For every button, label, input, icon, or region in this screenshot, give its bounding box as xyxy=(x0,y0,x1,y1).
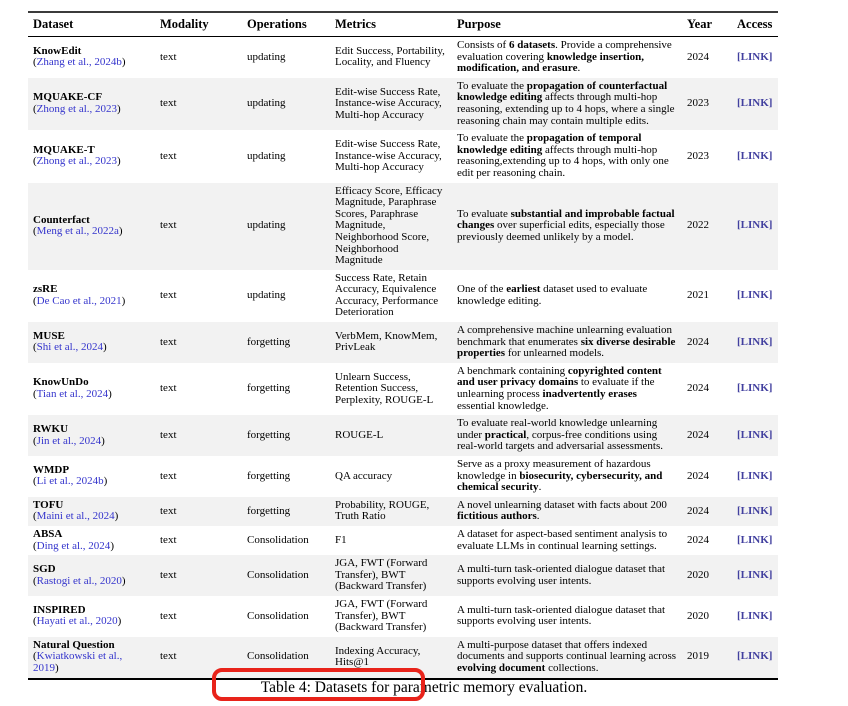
dataset-cell xyxy=(28,322,155,363)
metrics-cell: QA accuracy xyxy=(335,469,393,482)
dataset-cell xyxy=(28,415,155,456)
modality-cell: text xyxy=(160,50,177,63)
dataset-name: TOFU xyxy=(33,498,64,511)
dataset-citation-link[interactable]: Jin et al., 2024 xyxy=(36,434,102,447)
modality-cell: text xyxy=(160,219,177,232)
dataset-name: KnowEdit xyxy=(33,44,82,57)
operations-cell: forgetting xyxy=(247,335,291,348)
table-body xyxy=(28,37,778,679)
dataset-citation: (De Cao et al., 2021) xyxy=(33,294,126,307)
operations-cell: Consolidation xyxy=(247,568,309,581)
table-row xyxy=(28,415,778,456)
year-cell: 2024 xyxy=(687,335,709,348)
modality-cell: text xyxy=(160,289,177,302)
dataset-name: Counterfact xyxy=(33,213,90,226)
access-cell xyxy=(732,555,778,596)
modality-cell: text xyxy=(160,469,177,482)
column-header: Operations xyxy=(242,12,330,37)
dataset-citation-link[interactable]: Meng et al., 2022a xyxy=(36,225,119,238)
operations-cell: Consolidation xyxy=(247,650,309,663)
dataset-citation: (Li et al., 2024b) xyxy=(33,475,108,488)
metrics-cell: Success Rate, Retain Accuracy, Equivalence Accuracy, Performance Deterioration xyxy=(335,271,439,319)
column-header: Dataset xyxy=(28,12,155,37)
dataset-citation: (Jin et al., 2024) xyxy=(33,434,105,447)
table-row xyxy=(28,596,778,637)
dataset-citation: (Zhong et al., 2023) xyxy=(33,155,121,168)
table-row xyxy=(28,78,778,130)
table-row xyxy=(28,270,778,322)
dataset-cell xyxy=(28,78,155,130)
dataset-citation-link[interactable]: Kwiatkowski et al., 2019 xyxy=(33,650,123,674)
access-link[interactable]: [LINK] xyxy=(737,335,773,348)
dataset-cell xyxy=(28,637,155,679)
column-header: Year xyxy=(682,12,732,37)
metrics-cell: Unlearn Success, Retention Success, Perplexity, ROUGE-L xyxy=(335,370,434,406)
dataset-cell xyxy=(28,130,155,182)
metrics-cell: Probability, ROUGE, Truth Ratio xyxy=(335,498,430,523)
purpose-cell: One of the earliest dataset used to evaluate knowledge editing. xyxy=(457,283,648,307)
operations-cell: Consolidation xyxy=(247,533,309,546)
year-cell: 2024 xyxy=(687,504,709,517)
dataset-citation-link[interactable]: Tian et al., 2024 xyxy=(36,388,109,401)
modality-cell: text xyxy=(160,428,177,441)
year-cell: 2024 xyxy=(687,469,709,482)
metrics-cell: JGA, FWT (Forward Transfer), BWT (Backward Transfer) xyxy=(335,557,428,593)
operations-cell: forgetting xyxy=(247,382,291,395)
column-header: Metrics xyxy=(330,12,452,37)
access-cell xyxy=(732,497,778,526)
dataset-name: MUSE xyxy=(33,329,65,342)
table-row xyxy=(28,130,778,182)
dataset-citation: (Zhang et al., 2024b) xyxy=(33,56,126,69)
access-cell xyxy=(732,456,778,497)
year-cell: 2021 xyxy=(687,289,709,302)
access-link[interactable]: [LINK] xyxy=(737,382,773,395)
operations-cell: forgetting xyxy=(247,428,291,441)
metrics-cell: ROUGE-L xyxy=(335,428,384,441)
dataset-name: KnowUnDo xyxy=(33,376,89,389)
access-cell xyxy=(732,130,778,182)
access-link[interactable]: [LINK] xyxy=(737,568,773,581)
year-cell: 2024 xyxy=(687,382,709,395)
year-cell: 2023 xyxy=(687,97,709,110)
access-cell xyxy=(732,363,778,415)
modality-cell: text xyxy=(160,568,177,581)
operations-cell: forgetting xyxy=(247,504,291,517)
year-cell: 2020 xyxy=(687,609,709,622)
access-cell xyxy=(732,183,778,270)
dataset-citation-link[interactable]: Ding et al., 2024 xyxy=(36,539,111,552)
year-cell: 2022 xyxy=(687,219,709,232)
dataset-cell xyxy=(28,363,155,415)
dataset-cell xyxy=(28,183,155,270)
dataset-name: MQUAKE-T xyxy=(33,143,95,156)
dataset-citation-link[interactable]: Zhong et al., 2023 xyxy=(36,102,118,115)
access-link[interactable]: [LINK] xyxy=(737,428,773,441)
dataset-cell xyxy=(28,555,155,596)
modality-cell: text xyxy=(160,149,177,162)
purpose-cell: A multi-purpose dataset that offers indexed documents and supports continual learning across evolving document collections. xyxy=(457,638,677,674)
dataset-name: ABSA xyxy=(33,527,63,540)
purpose-cell: A comprehensive machine unlearning evaluation benchmark that enumerates six diverse desirable properties for unlearned models. xyxy=(457,324,676,360)
table-caption: Table 4: Datasets for parametric memory evaluation. xyxy=(260,679,588,696)
metrics-cell: F1 xyxy=(335,533,347,546)
dataset-name: RWKU xyxy=(33,423,69,436)
dataset-cell xyxy=(28,37,155,78)
dataset-cell xyxy=(28,596,155,637)
dataset-name: SGD xyxy=(33,562,56,575)
dataset-citation-link[interactable]: Hayati et al., 2020 xyxy=(36,615,118,628)
purpose-cell: To evaluate the propagation of counterfactual knowledge editing affects through multi-hop reasoning, extending up to 4 hops, where a single reasoning chain may contain multiple edits. xyxy=(457,79,675,127)
access-cell xyxy=(732,270,778,322)
dataset-citation-link[interactable]: De Cao et al., 2021 xyxy=(36,294,122,307)
access-cell xyxy=(732,322,778,363)
modality-cell: text xyxy=(160,335,177,348)
metrics-cell: Indexing Accuracy, Hits@1 xyxy=(335,644,421,669)
access-link[interactable]: [LINK] xyxy=(737,609,773,622)
access-cell xyxy=(732,526,778,555)
table-row xyxy=(28,363,778,415)
table-row xyxy=(28,322,778,363)
access-cell xyxy=(732,37,778,78)
access-link[interactable]: [LINK] xyxy=(737,289,773,302)
dataset-name: MQUAKE-CF xyxy=(33,91,103,104)
access-link[interactable]: [LINK] xyxy=(737,504,773,517)
year-cell: 2024 xyxy=(687,50,709,63)
access-cell xyxy=(732,415,778,456)
year-cell: 2020 xyxy=(687,568,709,581)
purpose-cell: A benchmark containing copyrighted content and user privacy domains to evaluate if the unlearning process inadvertently erases essential knowledge. xyxy=(457,364,662,412)
column-header: Modality xyxy=(155,12,242,37)
dataset-citation: (Meng et al., 2022a) xyxy=(33,225,123,238)
table-row xyxy=(28,555,778,596)
access-link[interactable]: [LINK] xyxy=(737,533,773,546)
modality-cell: text xyxy=(160,650,177,663)
dataset-cell xyxy=(28,526,155,555)
metrics-cell: Efficacy Score, Efficacy Magnitude, Paraphrase Scores, Paraphrase Magnitude, Neighborhood Score, Neighborhood Magnitude xyxy=(335,184,443,267)
table-row xyxy=(28,37,778,78)
table-row xyxy=(28,637,778,679)
dataset-name: Natural Question xyxy=(33,638,115,651)
modality-cell: text xyxy=(160,609,177,622)
purpose-cell: A novel unlearning dataset with facts about 200 fictitious authors. xyxy=(457,498,667,523)
access-link[interactable]: [LINK] xyxy=(737,97,773,110)
purpose-cell: A dataset for aspect-based sentiment analysis to evaluate LLMs in continual learning settings. xyxy=(457,527,668,552)
dataset-cell xyxy=(28,270,155,322)
purpose-cell: To evaluate substantial and improbable factual changes over superficial edits, especially those previously deemed unlikely by a model. xyxy=(457,207,675,243)
dataset-cell xyxy=(28,497,155,526)
dataset-citation-link[interactable]: Shi et al., 2024 xyxy=(36,341,103,354)
header-row xyxy=(28,12,778,37)
dataset-citation: (Zhong et al., 2023) xyxy=(33,102,121,115)
dataset-citation-link[interactable]: Zhong et al., 2023 xyxy=(36,155,118,168)
modality-cell: text xyxy=(160,533,177,546)
dataset-citation: (Rastogi et al., 2020) xyxy=(33,574,126,587)
year-cell: 2019 xyxy=(687,650,709,663)
dataset-citation-link[interactable]: Li et al., 2024b xyxy=(36,475,104,488)
access-link[interactable]: [LINK] xyxy=(737,149,773,162)
metrics-cell: Edit Success, Portability, Locality, and Fluency xyxy=(335,44,445,69)
table-row xyxy=(28,526,778,555)
dataset-citation: (Maini et al., 2024) xyxy=(33,510,119,523)
modality-cell: text xyxy=(160,382,177,395)
dataset-citation: (Ding et al., 2024) xyxy=(33,539,114,552)
operations-cell: updating xyxy=(247,97,286,110)
access-link[interactable]: [LINK] xyxy=(737,50,773,63)
dataset-citation: (Hayati et al., 2020) xyxy=(33,615,122,628)
operations-cell: updating xyxy=(247,50,286,63)
purpose-cell: A multi-turn task-oriented dialogue dataset that supports evolving user intents. xyxy=(457,562,666,587)
purpose-cell: A multi-turn task-oriented dialogue dataset that supports evolving user intents. xyxy=(457,603,666,628)
metrics-cell: VerbMem, KnowMem, PrivLeak xyxy=(335,329,438,354)
modality-cell: text xyxy=(160,97,177,110)
access-link[interactable]: [LINK] xyxy=(737,650,773,663)
dataset-name: WMDP xyxy=(33,463,70,476)
metrics-cell: Edit-wise Success Rate, Instance-wise Accuracy, Multi-hop Accuracy xyxy=(335,137,442,174)
access-link[interactable]: [LINK] xyxy=(737,219,773,232)
table-row xyxy=(28,183,778,270)
operations-cell: updating xyxy=(247,289,286,302)
dataset-citation-link[interactable]: Maini et al., 2024 xyxy=(36,510,115,523)
dataset-citation-link[interactable]: Zhang et al., 2024b xyxy=(36,56,122,69)
modality-cell: text xyxy=(160,504,177,517)
access-cell xyxy=(732,637,778,679)
year-cell: 2024 xyxy=(687,533,709,546)
operations-cell: Consolidation xyxy=(247,609,309,622)
dataset-citation: (Shi et al., 2024) xyxy=(33,341,107,354)
table-row xyxy=(28,456,778,497)
dataset-cell xyxy=(28,456,155,497)
operations-cell: updating xyxy=(247,219,286,232)
dataset-citation-link[interactable]: Rastogi et al., 2020 xyxy=(36,574,122,587)
purpose-cell: To evaluate real-world knowledge unlearning under practical, corpus-free conditions using real-world targets and adversarial assessments. xyxy=(457,417,663,453)
operations-cell: updating xyxy=(247,149,286,162)
purpose-cell: To evaluate the propagation of temporal knowledge editing affects through multi-hop reasoning,extending up to 4 hops, with only one edit per reasoning chain. xyxy=(457,132,669,179)
operations-cell: forgetting xyxy=(247,469,291,482)
dataset-name: INSPIRED xyxy=(33,603,86,616)
year-cell: 2024 xyxy=(687,428,709,441)
access-cell xyxy=(732,78,778,130)
year-cell: 2023 xyxy=(687,149,709,162)
metrics-cell: Edit-wise Success Rate, Instance-wise Accuracy, Multi-hop Accuracy xyxy=(335,85,442,121)
metrics-cell: JGA, FWT (Forward Transfer), BWT (Backward Transfer) xyxy=(335,597,428,634)
access-cell xyxy=(732,596,778,637)
access-link[interactable]: [LINK] xyxy=(737,469,773,482)
column-header: Purpose xyxy=(452,12,682,37)
table-row xyxy=(28,497,778,526)
dataset-citation: (Kwiatkowski et al., 2019) xyxy=(33,650,123,674)
purpose-cell: Serve as a proxy measurement of hazardous knowledge in biosecurity, cybersecurity, and chemical security. xyxy=(457,458,663,494)
dataset-name: zsRE xyxy=(33,283,58,296)
dataset-citation: (Tian et al., 2024) xyxy=(33,388,112,401)
datasets-table xyxy=(28,11,778,680)
column-header: Access xyxy=(732,12,778,37)
purpose-cell: Consists of 6 datasets. Provide a comprehensive evaluation covering knowledge insertion, modification, and erasure. xyxy=(457,39,672,75)
